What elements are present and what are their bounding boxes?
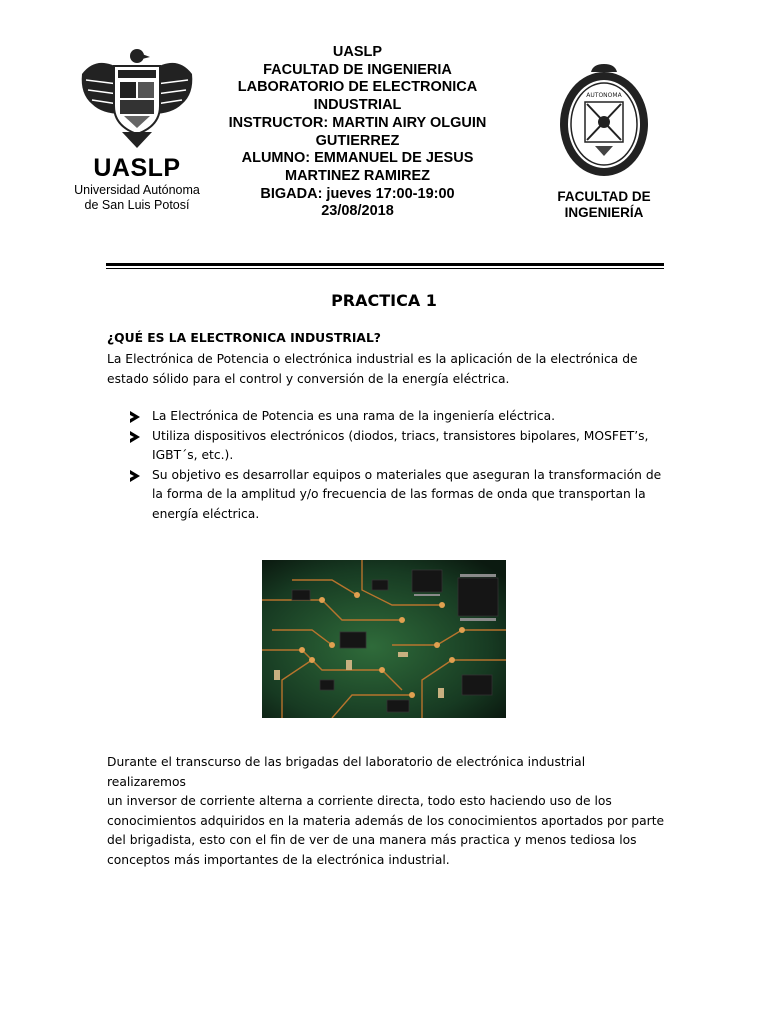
paragraph-line: un inversor de corriente alterna a corriente directa, todo esto haciendo uso de los [107, 794, 612, 808]
eagle-shield-emblem [62, 44, 212, 152]
paragraph-line: estado sólido para el control y conversión de la energía eléctrica. [107, 371, 510, 386]
intro-paragraph [107, 350, 667, 389]
faculty-seal-emblem [545, 60, 663, 180]
header-line: FACULTAD DE INGENIERIA [263, 61, 452, 78]
header-line: INSTRUCTOR: MARTIN AIRY OLGUIN [228, 114, 487, 131]
university-name-line-2: de San Luis Potosí [84, 198, 190, 212]
arrow-bullet-icon [130, 411, 140, 423]
list-item-line: Su objetivo es desarrollar equipos o materiales que aseguran la transformación de [152, 467, 662, 482]
paragraph-line: conceptos más importantes de la electrónica industrial. [107, 852, 450, 867]
section-heading: ¿QUÉ ES LA ELECTRONICA INDUSTRIAL? [107, 331, 381, 345]
header-line: BIGADA: jueves 17:00-19:00 [260, 185, 455, 202]
paragraph-line: conocimientos adquiridos en la materia además de los conocimientos aportados por parte [107, 813, 665, 828]
header-divider [106, 263, 664, 269]
paragraph-line: del brigadista, esto con el fin de ver de una manera más practica y menos tediosa los [107, 833, 637, 847]
list-item-line: La Electrónica de Potencia es una rama de la ingeniería eléctrica. [152, 409, 556, 423]
list-item-line: Utiliza dispositivos electrónicos (diodos, triacs, transistores bipolares, MOSFET’s, [152, 428, 649, 443]
header-line: MARTINEZ RAMIREZ [285, 167, 430, 184]
list-item-line: la forma de la amplitud y/o frecuencia de las formas de onda que transportan la [152, 487, 646, 501]
arrow-bullet-icon [130, 431, 140, 443]
closing-paragraph [107, 753, 667, 870]
university-name-line-1: Universidad Autónoma [74, 183, 200, 197]
list-item [130, 407, 670, 427]
header-line: GUTIERREZ [315, 132, 400, 149]
faculty-logo [545, 60, 663, 220]
uaslp-acronym: UASLP [93, 154, 181, 182]
document-title: PRACTICA 1 [331, 291, 437, 310]
document-header [205, 44, 510, 221]
list-item [130, 427, 670, 466]
list-item-line: IGBT´s, etc.). [152, 448, 234, 462]
uaslp-logo [62, 44, 212, 214]
header-line: UASLP [332, 44, 383, 60]
list-item [130, 466, 670, 525]
faculty-label-line-1: FACULTAD DE [557, 189, 651, 204]
header-line: 23/08/2018 [321, 203, 394, 220]
seal-text: AUTONOMA [586, 92, 622, 99]
header-line: ALUMNO: EMMANUEL DE JESUS [241, 150, 474, 167]
header-line: LABORATORIO DE ELECTRONICA [237, 79, 478, 96]
arrow-bullet-icon [130, 470, 140, 482]
list-item-line: energía eléctrica. [152, 506, 260, 521]
paragraph-line: La Electrónica de Potencia o electrónica industrial es la aplicación de la electrónica de [107, 352, 638, 366]
circuit-board-photo [262, 560, 506, 718]
faculty-label-line-2: INGENIERÍA [564, 205, 644, 220]
header-line: INDUSTRIAL [313, 97, 402, 114]
paragraph-line: Durante el transcurso de las brigadas del laboratorio de electrónica industrial realizaremos [107, 755, 586, 789]
bullet-list [130, 407, 670, 524]
